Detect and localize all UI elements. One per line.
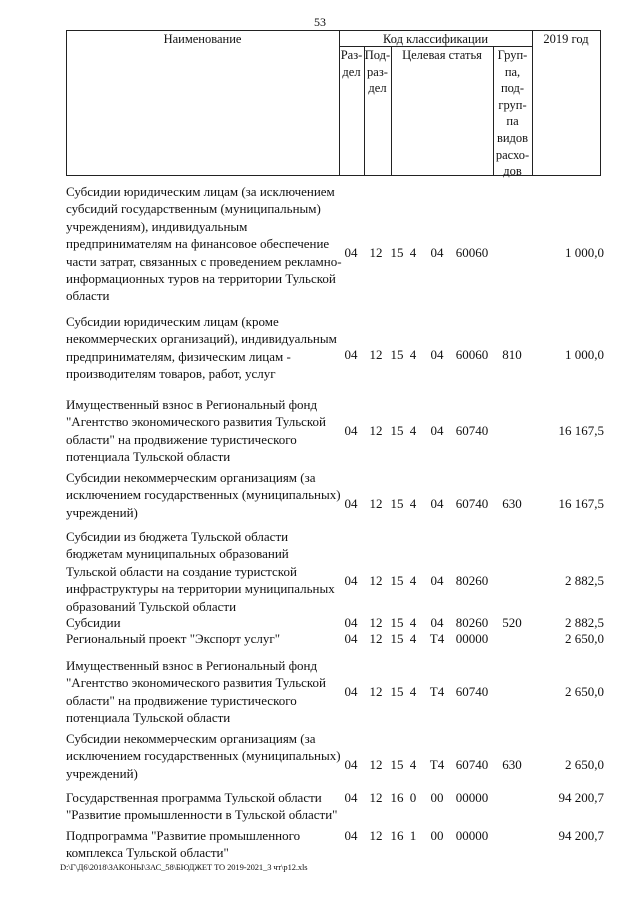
code-subprogram: 4 bbox=[409, 684, 417, 700]
row-name: Региональный проект "Экспорт услуг" bbox=[66, 631, 280, 646]
code-main-event: 00 bbox=[430, 828, 444, 843]
code-direction: 00000 bbox=[455, 790, 489, 805]
code-subprogram: 1 bbox=[409, 828, 417, 843]
code-program: 15 bbox=[390, 423, 404, 439]
amount-2019: 2 650,0 bbox=[565, 684, 604, 700]
code-subprogram: 4 bbox=[409, 244, 417, 260]
code-program: 15 bbox=[390, 347, 404, 363]
code-subprogram: 4 bbox=[409, 757, 417, 773]
code-direction: 80260 bbox=[455, 572, 489, 588]
amount-2019: 2 882,5 bbox=[565, 572, 604, 588]
amount-2019: 1 000,0 bbox=[565, 244, 604, 260]
code-main-event: Т4 bbox=[429, 684, 445, 700]
amount-2019: 2 882,5 bbox=[565, 615, 604, 630]
amount-2019: 16 167,5 bbox=[558, 423, 604, 439]
code-razdel: 04 bbox=[344, 496, 358, 512]
code-podrazdel: 12 bbox=[369, 572, 383, 588]
code-program: 15 bbox=[390, 757, 404, 773]
code-direction: 60740 bbox=[455, 496, 489, 512]
code-subprogram: 4 bbox=[409, 347, 417, 363]
code-podrazdel: 12 bbox=[369, 615, 383, 630]
code-direction: 80260 bbox=[455, 615, 489, 630]
code-direction: 00000 bbox=[455, 631, 489, 646]
code-program: 16 bbox=[390, 828, 404, 843]
code-podrazdel: 12 bbox=[369, 347, 383, 363]
header-name: Наименование bbox=[163, 32, 242, 46]
code-main-event: Т4 bbox=[429, 757, 445, 773]
amount-2019: 94 200,7 bbox=[558, 828, 604, 843]
code-main-event: 04 bbox=[430, 615, 444, 630]
code-program: 15 bbox=[390, 684, 404, 700]
code-main-event: 00 bbox=[430, 790, 444, 805]
row-name: Субсидии bbox=[66, 615, 121, 630]
row-name: Субсидии из бюджета Тульской области бюджетам муниципальных образований Тульской области на создание туристской инфраструктуры на территории муниципальных образований Тульской области bbox=[66, 529, 335, 614]
code-razdel: 04 bbox=[344, 244, 358, 260]
code-direction: 60060 bbox=[455, 347, 489, 363]
amount-2019: 16 167,5 bbox=[558, 496, 604, 512]
code-razdel: 04 bbox=[344, 347, 358, 363]
code-razdel: 04 bbox=[344, 631, 358, 646]
code-expense-type: 810 bbox=[502, 347, 522, 363]
code-program: 16 bbox=[390, 790, 404, 805]
code-main-event: 04 bbox=[430, 423, 444, 439]
code-podrazdel: 12 bbox=[369, 244, 383, 260]
header-target: Целевая статья bbox=[402, 48, 482, 62]
code-subprogram: 4 bbox=[409, 496, 417, 512]
code-program: 15 bbox=[390, 572, 404, 588]
header-class-code: Код классификации bbox=[382, 32, 489, 46]
code-subprogram: 4 bbox=[409, 631, 417, 646]
code-direction: 60740 bbox=[455, 423, 489, 439]
header-podrazdel: Под- раз- дел bbox=[364, 48, 391, 96]
row-name: Субсидии некоммерческим организациям (за исключением государственных (муниципальных) учреждений) bbox=[66, 731, 341, 781]
header-group: Груп- па, под- груп- па видов расхо- дов bbox=[495, 48, 530, 179]
code-program: 15 bbox=[390, 631, 404, 646]
code-main-event: 04 bbox=[430, 572, 444, 588]
code-main-event: 04 bbox=[430, 496, 444, 512]
code-razdel: 04 bbox=[344, 572, 358, 588]
code-podrazdel: 12 bbox=[369, 684, 383, 700]
code-subprogram: 4 bbox=[409, 615, 417, 630]
code-podrazdel: 12 bbox=[369, 828, 383, 843]
code-expense-type: 630 bbox=[502, 757, 522, 773]
page-number: 53 bbox=[314, 15, 326, 29]
header-year: 2019 год bbox=[543, 32, 589, 46]
code-main-event: Т4 bbox=[429, 631, 445, 646]
row-name: Имущественный взнос в Региональный фонд "Агентство экономического развития Тульской области" на продвижение туристического потенциала Тульской области bbox=[66, 658, 327, 726]
code-subprogram: 0 bbox=[409, 790, 417, 805]
code-podrazdel: 12 bbox=[369, 631, 383, 646]
code-razdel: 04 bbox=[344, 757, 358, 773]
code-direction: 60740 bbox=[455, 757, 489, 773]
code-podrazdel: 12 bbox=[369, 757, 383, 773]
code-razdel: 04 bbox=[344, 684, 358, 700]
code-program: 15 bbox=[390, 496, 404, 512]
code-podrazdel: 12 bbox=[369, 423, 383, 439]
code-subprogram: 4 bbox=[409, 572, 417, 588]
row-name: Государственная программа Тульской области "Развитие промышленности в Тульской области" bbox=[66, 790, 338, 823]
row-name: Имущественный взнос в Региональный фонд "Агентство экономического развития Тульской области" на продвижение туристического потенциала Тульской области bbox=[66, 397, 327, 465]
code-razdel: 04 bbox=[344, 615, 358, 630]
code-program: 15 bbox=[390, 244, 404, 260]
row-name: Субсидии юридическим лицам (кроме некоммерческих организаций), индивидуальным предпринимателям, физическим лицам - производителям товаров, работ, услуг bbox=[66, 314, 337, 382]
amount-2019: 94 200,7 bbox=[558, 790, 604, 805]
amount-2019: 2 650,0 bbox=[565, 757, 604, 773]
amount-2019: 2 650,0 bbox=[565, 631, 604, 646]
code-direction: 60060 bbox=[455, 244, 489, 260]
code-podrazdel: 12 bbox=[369, 790, 383, 805]
code-podrazdel: 12 bbox=[369, 496, 383, 512]
code-program: 15 bbox=[390, 615, 404, 630]
file-path-footer: D:\Г\Д6\2018\ЗАКОНЫ\ЗАС_58\БЮДЖЕТ ТО 2019-2021_3 чт\р12.xls bbox=[60, 862, 308, 872]
code-main-event: 04 bbox=[430, 347, 444, 363]
row-name: Подпрограмма "Развитие промышленного комплекса Тульской области" bbox=[66, 828, 301, 861]
code-razdel: 04 bbox=[344, 828, 358, 843]
code-expense-type: 520 bbox=[502, 615, 522, 630]
row-name: Субсидии некоммерческим организациям (за исключением государственных (муниципальных) учреждений) bbox=[66, 470, 341, 520]
row-name: Субсидии юридическим лицам (за исключением субсидий государственным (муниципальным) учреждениям), индивидуальным предпринимателям на финансовое обеспечение части затрат, связанных с проведением рекламно- информационных туров на территории Тульской области bbox=[66, 184, 342, 304]
code-expense-type: 630 bbox=[502, 496, 522, 512]
amount-2019: 1 000,0 bbox=[565, 347, 604, 363]
header-razdel: Раз- дел bbox=[340, 48, 363, 79]
code-main-event: 04 bbox=[430, 244, 444, 260]
code-razdel: 04 bbox=[344, 423, 358, 439]
code-direction: 00000 bbox=[455, 828, 489, 843]
code-direction: 60740 bbox=[455, 684, 489, 700]
code-subprogram: 4 bbox=[409, 423, 417, 439]
code-razdel: 04 bbox=[344, 790, 358, 805]
